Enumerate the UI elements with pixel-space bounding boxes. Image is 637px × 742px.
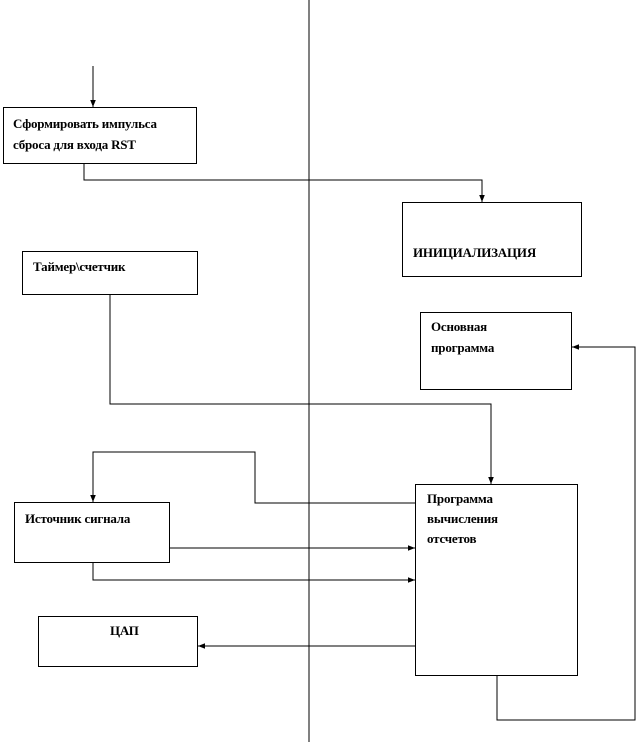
init-block-label: ИНИЦИАЛИЗАЦИЯ [413, 245, 537, 260]
init-block [402, 202, 582, 277]
dac-label: ЦАП [110, 623, 139, 638]
compute-label-line1: Программа [427, 491, 493, 506]
compute-label-line2: вычисления [427, 511, 498, 526]
main-program-label-line1: Основная [431, 319, 487, 334]
arrow-source-to-compute-2 [93, 563, 415, 580]
reset-block-label-line1: Сформировать импульса [13, 116, 157, 131]
main-program-label-line2: программа [431, 340, 495, 355]
arrow-reset-to-init [84, 163, 482, 202]
timer-block-label: Таймер\счетчик [33, 259, 126, 274]
signal-source-label: Источник сигнала [25, 511, 131, 526]
reset-block-label-line2: сброса для входа RST [13, 137, 136, 152]
arrow-compute-to-source [93, 452, 415, 503]
compute-label-line3: отсчетов [427, 531, 477, 546]
